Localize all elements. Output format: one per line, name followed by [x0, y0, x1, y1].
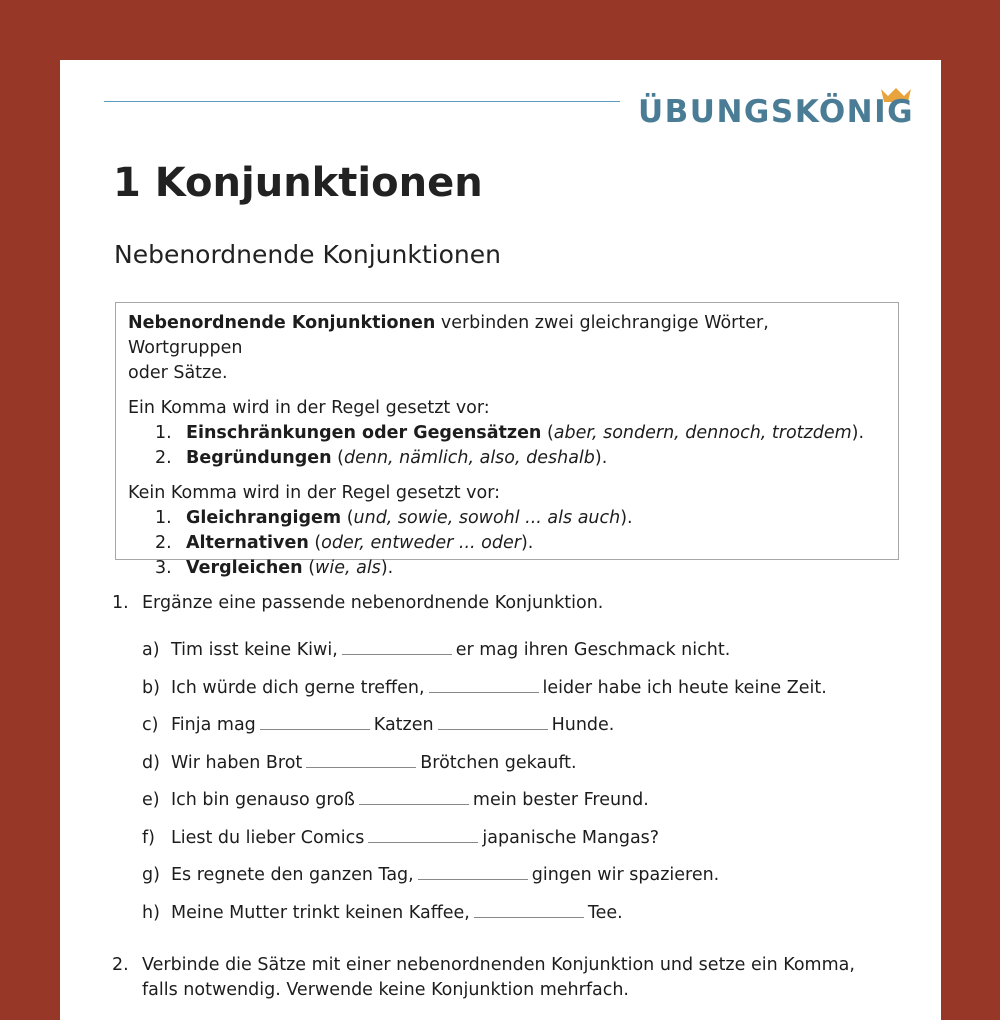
rule-term: Einschränkungen oder Gegensätzen: [186, 423, 542, 443]
paren-close: ).: [851, 423, 865, 443]
exercise-item: [142, 678, 827, 698]
item-text: mein bester Freund.: [472, 790, 649, 810]
paren-close: ).: [380, 558, 394, 578]
item-text: Hunde.: [551, 715, 615, 735]
paren-close: ).: [594, 448, 608, 468]
answer-blank[interactable]: [342, 654, 452, 655]
item-label: a): [142, 640, 160, 660]
examples: wie, als: [315, 558, 381, 578]
rule-term: Begründungen: [186, 448, 332, 468]
answer-blank[interactable]: [474, 917, 584, 918]
rule-term: Alternativen: [186, 533, 309, 553]
examples: aber, sondern, dennoch, trotzdem: [553, 423, 852, 443]
item-label: d): [142, 752, 160, 773]
exercise-item: [142, 715, 614, 735]
item-label: e): [142, 790, 160, 810]
list-number: 2.: [155, 448, 172, 468]
exercise-item: [142, 753, 577, 773]
section-subtitle: Nebenordnende Konjunktionen: [114, 240, 501, 269]
examples: und, sowie, sowohl ... als auch: [353, 508, 621, 528]
item-label: b): [142, 677, 160, 698]
item-text: Liest du lieber Comics: [171, 827, 365, 848]
item-text: japanische Mangas?: [482, 827, 660, 848]
list-item: [128, 421, 886, 446]
answer-blank[interactable]: [368, 842, 478, 843]
task-text-line-1: Verbinde die Sätze mit einer nebenordnenden Konjunktion und setze ein Komma,: [142, 955, 855, 975]
comma-no-heading: Kein Komma wird in der Regel gesetzt vor:: [128, 483, 500, 503]
item-label: f): [142, 827, 155, 848]
list-item: [128, 556, 886, 581]
exercise-item: [142, 828, 659, 848]
answer-blank[interactable]: [438, 729, 548, 730]
item-text: er mag ihren Geschmack nicht.: [455, 640, 731, 660]
examples: oder, entweder ... oder: [321, 533, 521, 553]
comma-no-list: [128, 506, 886, 581]
paren-open: (: [302, 558, 316, 578]
intro-rest-1: verbinden zwei gleichrangige Wörter, Wortgruppen: [128, 313, 769, 358]
paren-close: ).: [520, 533, 534, 553]
comma-yes-list: [128, 421, 886, 471]
item-text: Ich bin genauso groß: [171, 790, 355, 810]
item-label: g): [142, 865, 160, 885]
examples: denn, nämlich, also, deshalb: [343, 448, 595, 468]
paren-open: (: [331, 448, 344, 468]
item-text: Es regnete den ganzen Tag,: [171, 865, 414, 885]
task-text: Ergänze eine passende nebenordnende Konjunktion.: [142, 593, 604, 613]
item-text: Wir haben Brot: [171, 752, 303, 773]
list-item: [128, 531, 886, 556]
paren-close: ).: [620, 508, 633, 528]
exercise-item: [142, 790, 649, 810]
rule-term: Gleichrangigem: [186, 508, 342, 528]
intro-rest-2: oder Sätze.: [128, 363, 228, 383]
answer-blank[interactable]: [306, 767, 416, 768]
item-text: Tee.: [587, 902, 623, 923]
item-text: Meine Mutter trinkt keinen Kaffee,: [171, 902, 470, 923]
answer-blank[interactable]: [359, 804, 469, 805]
paren-open: (: [308, 533, 322, 553]
worksheet-page: [60, 60, 941, 1020]
item-text: Brötchen gekauft.: [420, 752, 577, 773]
rule-box: [115, 302, 899, 578]
paren-open: (: [341, 508, 354, 528]
list-number: 2.: [155, 533, 172, 553]
page-title: 1 Konjunktionen: [113, 160, 483, 206]
brand-logo: ÜBUNGSKÖNIG: [638, 94, 915, 130]
item-text: Ich würde dich gerne treffen,: [171, 677, 425, 698]
item-text: leider habe ich heute keine Zeit.: [542, 677, 827, 698]
item-text: Finja mag: [171, 715, 256, 735]
paren-open: (: [541, 423, 554, 443]
exercise-item: [142, 865, 719, 885]
list-item: [128, 446, 886, 471]
exercise-item: [142, 640, 730, 660]
answer-blank[interactable]: [260, 729, 370, 730]
answer-blank[interactable]: [418, 879, 528, 880]
header-rule: [104, 101, 620, 102]
exercise-item: [142, 903, 623, 923]
intro-term: Nebenordnende Konjunktionen: [128, 313, 436, 333]
task-number: 2.: [112, 955, 129, 975]
list-number: 1.: [155, 423, 172, 443]
intro-text: [128, 311, 886, 386]
item-text: gingen wir spazieren.: [531, 865, 720, 885]
task-number: 1.: [112, 593, 129, 613]
answer-blank[interactable]: [429, 692, 539, 693]
task-1-instruction: [112, 591, 892, 616]
item-label: c): [142, 715, 159, 735]
item-label: h): [142, 902, 160, 923]
list-item: [128, 506, 886, 531]
task-2-instruction: [112, 953, 892, 1003]
comma-yes-heading: Ein Komma wird in der Regel gesetzt vor:: [128, 398, 490, 418]
list-number: 3.: [155, 558, 172, 578]
list-number: 1.: [155, 508, 172, 528]
rule-term: Vergleichen: [186, 558, 303, 578]
item-text: Tim isst keine Kiwi,: [171, 640, 338, 660]
task-text-line-2: falls notwendig. Verwende keine Konjunktion mehrfach.: [142, 980, 629, 1000]
item-text: Katzen: [373, 715, 434, 735]
